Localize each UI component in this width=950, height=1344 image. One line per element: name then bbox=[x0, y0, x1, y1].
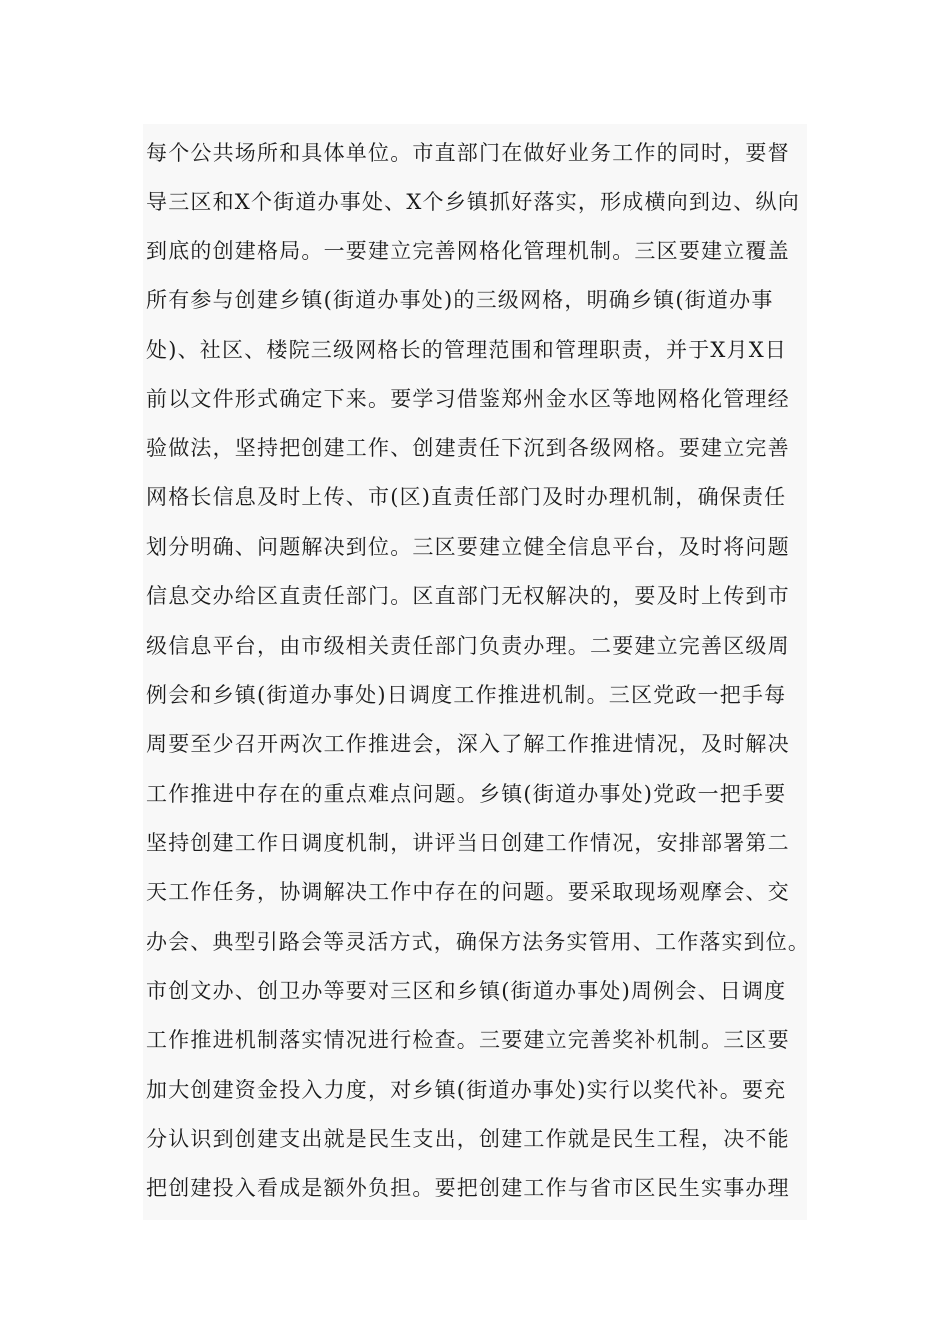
text-line: 级信息平台，由市级相关责任部门负责办理。二要建立完善区级周 bbox=[146, 634, 790, 658]
text-line: 网格长信息及时上传、市(区)直责任部门及时办理机制，确保责任 bbox=[146, 485, 787, 509]
text-line: 划分明确、问题解决到位。三区要建立健全信息平台，及时将问题 bbox=[146, 535, 790, 559]
text-line: 信息交办给区直责任部门。区直部门无权解决的，要及时上传到市 bbox=[146, 584, 790, 608]
text-line: 天工作任务，协调解决工作中存在的问题。要采取现场观摩会、交 bbox=[146, 880, 790, 904]
text-line: 办会、典型引路会等灵活方式，确保方法务实管用、工作落实到位。 bbox=[146, 930, 810, 954]
text-line: 例会和乡镇(街道办事处)日调度工作推进机制。三区党政一把手每 bbox=[146, 683, 787, 707]
text-line: 每个公共场所和具体单位。市直部门在做好业务工作的同时，要督 bbox=[146, 141, 790, 165]
text-line: 处)、社区、楼院三级网格长的管理范围和管理职责，并于X月X日 bbox=[146, 338, 788, 362]
text-line: 把创建投入看成是额外负担。要把创建工作与省市区民生实事办理 bbox=[146, 1176, 790, 1200]
text-line: 加大创建资金投入力度，对乡镇(街道办事处)实行以奖代补。要充 bbox=[146, 1078, 787, 1102]
text-line: 前以文件形式确定下来。要学习借鉴郑州金水区等地网格化管理经 bbox=[146, 387, 790, 411]
text-line: 分认识到创建支出就是民生支出，创建工作就是民生工程，决不能 bbox=[146, 1127, 790, 1151]
text-line: 所有参与创建乡镇(街道办事处)的三级网格，明确乡镇(街道办事 bbox=[146, 288, 774, 312]
text-line: 周要至少召开两次工作推进会，深入了解工作推进情况，及时解决 bbox=[146, 732, 790, 756]
text-line: 工作推进机制落实情况进行检查。三要建立完善奖补机制。三区要 bbox=[146, 1028, 790, 1052]
text-line: 市创文办、创卫办等要对三区和乡镇(街道办事处)周例会、日调度 bbox=[146, 979, 787, 1003]
text-line: 验做法，坚持把创建工作、创建责任下沉到各级网格。要建立完善 bbox=[146, 436, 790, 460]
text-line: 导三区和X个街道办事处、X个乡镇抓好落实，形成横向到边、纵向 bbox=[146, 190, 800, 214]
text-line: 到底的创建格局。一要建立完善网格化管理机制。三区要建立覆盖 bbox=[146, 239, 790, 263]
text-line: 工作推进中存在的重点难点问题。乡镇(街道办事处)党政一把手要 bbox=[146, 782, 787, 806]
text-line: 坚持创建工作日调度机制，讲评当日创建工作情况，安排部署第二 bbox=[146, 831, 790, 855]
